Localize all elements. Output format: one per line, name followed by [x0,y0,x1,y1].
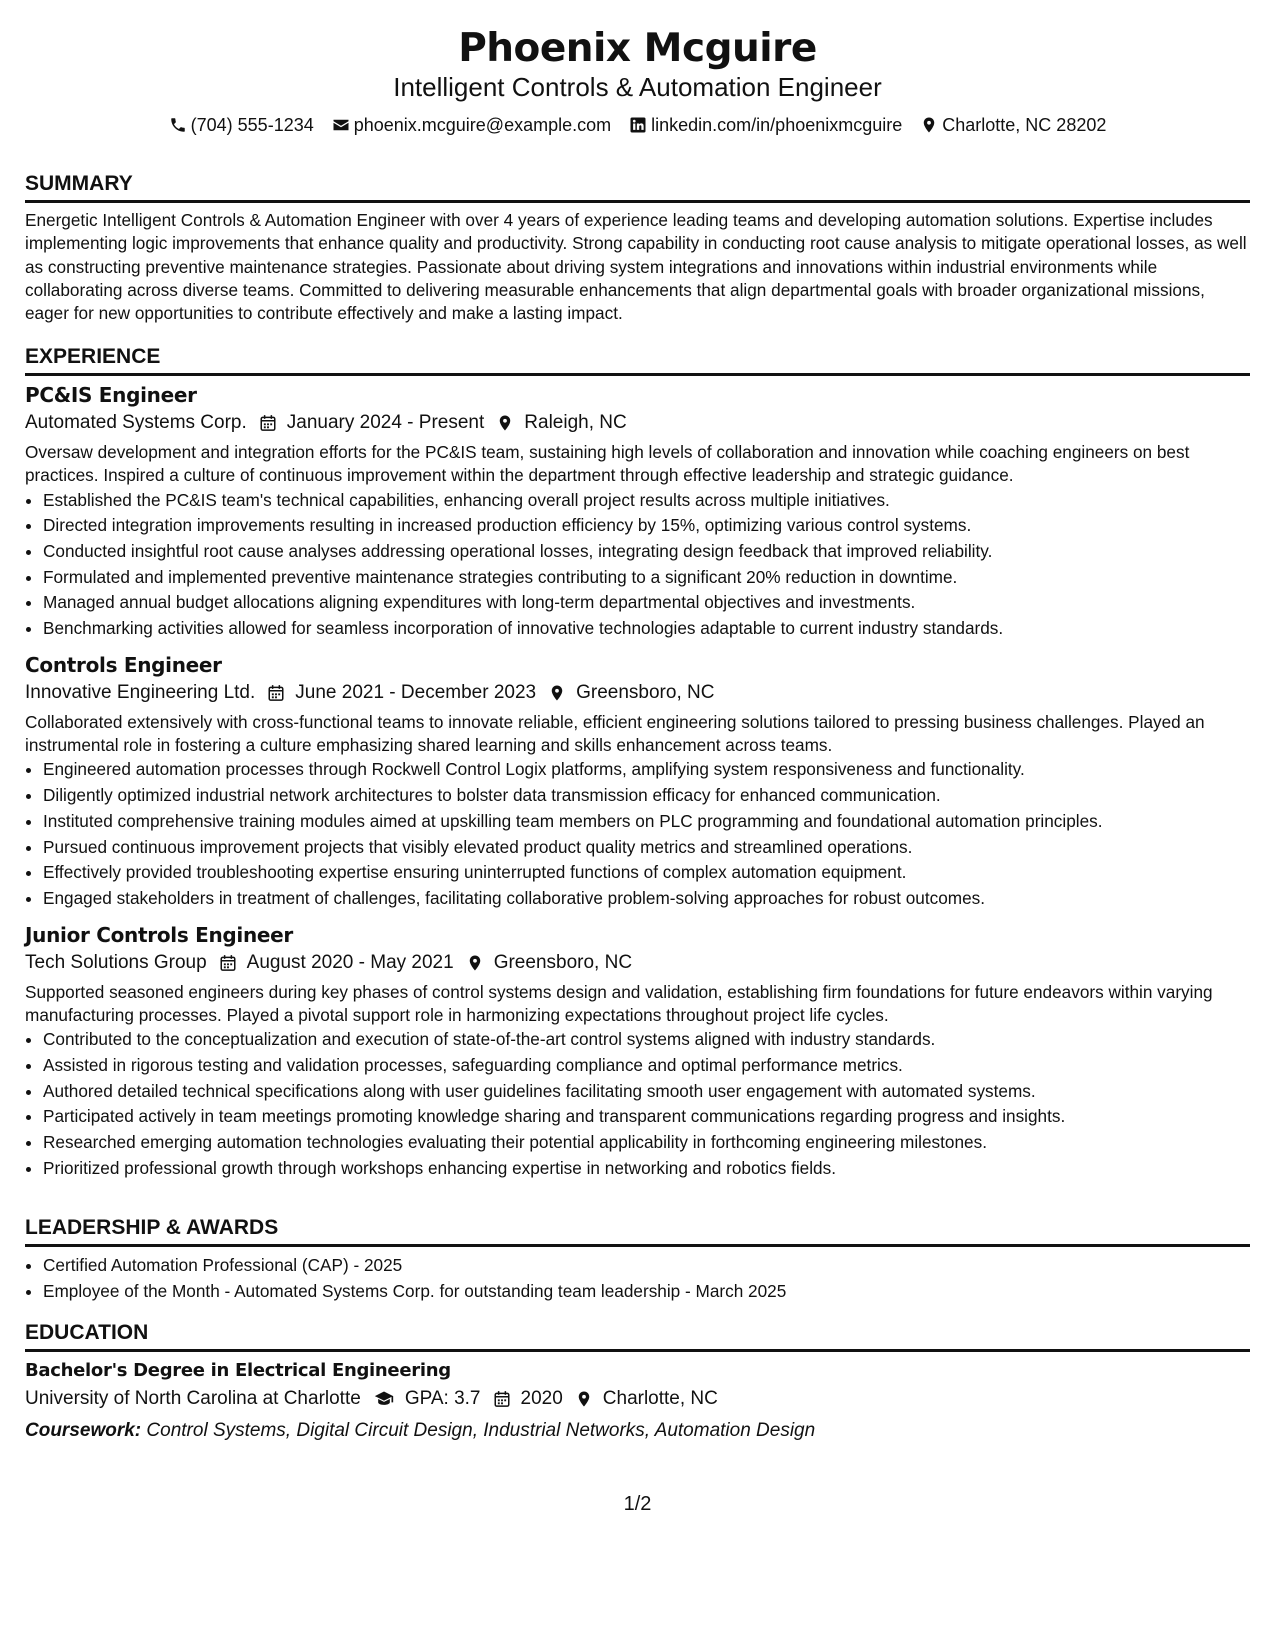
list-item: • Diligently optimized industrial network architectures to bolster data transmission efficacy for enhanced communication. [43,783,1250,809]
company-name: Automated Systems Corp. [25,412,247,433]
list-item: • Engineered automation processes through Rockwell Control Logix platforms, amplifying system responsiveness and functionality. [43,757,1250,783]
company-name: Tech Solutions Group [25,951,207,973]
education-section [25,1321,1250,1445]
job-dates: August 2020 - May 2021 [246,951,454,973]
phone-text: (704) 555-1234 [190,115,314,135]
school-location: Charlotte, NC [602,1388,718,1409]
job-meta [25,678,1250,708]
list-item: • Authored detailed technical specifications along with user guidelines facilitating smooth user engagement with automated systems. [43,1079,1250,1105]
section-heading: SUMMARY [25,172,1250,203]
job-entry [25,652,1250,912]
map-pin-icon [575,1390,593,1408]
map-pin-icon [548,684,566,702]
email-text[interactable]: phoenix.mcguire@example.com [353,115,612,135]
job-location: Raleigh, NC [524,412,627,433]
list-item: • Participated actively in team meetings promoting knowledge sharing and transparent communications regarding progress and insights. [43,1104,1250,1130]
list-item: • Benchmarking activities allowed for seamless incorporation of innovative technologies adaptable to current industry standards. [43,616,1250,642]
resume-header [25,26,1250,136]
map-pin-icon [920,116,938,134]
list-item: • Assisted in rigorous testing and validation processes, safeguarding compliance and optimal performance metrics. [43,1053,1250,1079]
contact-bar [25,114,1250,136]
job-title: Junior Controls Engineer [25,922,293,947]
list-item: • Contributed to the conceptualization and execution of state-of-the-art control systems aligned with industry standards. [43,1027,1250,1053]
section-heading: EDUCATION [25,1321,1250,1352]
calendar-icon [267,684,285,702]
job-title: PC&IS Engineer [25,383,197,407]
linkedin-text[interactable]: linkedin.com/in/phoenixmcguire [651,115,903,135]
list-item: • Conducted insightful root cause analyses addressing operational losses, integrating design feedback that improved reliability. [43,539,1250,565]
graduation-cap-icon [373,1389,395,1409]
coursework-line [25,1417,1250,1445]
job-dates: January 2024 - Present [286,412,485,433]
list-item: • Prioritized professional growth through workshops enhancing expertise in networking and robotics fields. [43,1156,1250,1182]
list-item: • Certified Automation Professional (CAP) - 2025 [43,1253,1250,1279]
list-item: • Employee of the Month - Automated Systems Corp. for outstanding team leadership - March 2025 [43,1279,1250,1305]
job-entry [25,382,1250,642]
resume-page [25,0,1250,1441]
education-meta [25,1384,1250,1414]
page-number: 1/2 [623,1493,652,1515]
gpa-text: GPA: 3.7 [404,1388,481,1409]
list-item: • Engaged stakeholders in treatment of challenges, facilitating collaborative problem-solving approaches for robust outcomes. [43,886,1250,912]
job-description: Oversaw development and integration efforts for the PC&IS team, sustaining high levels of collaboration and innovation while coaching engineers on best practices. Inspired a culture of continuous improvement within the department through effective leadership and strategic guidance. [25,442,1190,486]
job-entry [25,922,1250,1182]
linkedin-icon [629,116,647,134]
experience-section [25,345,1250,1181]
list-item: • Researched emerging automation technologies evaluating their potential applicability in forthcoming engineering milestones. [43,1130,1250,1156]
job-bullets [25,757,1250,911]
list-item: • Established the PC&IS team's technical capabilities, enhancing overall project results across multiple initiatives. [43,488,1250,514]
list-item: • Effectively provided troubleshooting expertise ensuring uninterrupted functions of complex automation equipment. [43,860,1250,886]
envelope-icon [332,116,350,134]
list-item: • Formulated and implemented preventive maintenance strategies contributing to a significant 20% reduction in downtime. [43,565,1250,591]
phone-icon [169,116,187,134]
job-meta [25,948,1250,978]
list-item: • Instituted comprehensive training modules aimed at upskilling team members on PLC programming and foundational automation principles. [43,809,1250,835]
coursework-text: Control Systems, Digital Circuit Design, Industrial Networks, Automation Design [146,1420,816,1441]
list-item: • Pursued continuous improvement projects that visibly elevated product quality metrics and streamlined operations. [43,835,1250,861]
job-dates: June 2021 - December 2023 [295,681,537,703]
job-location: Greensboro, NC [493,951,633,973]
map-pin-icon [466,954,484,972]
contact-email[interactable] [332,114,611,136]
graduation-year: 2020 [520,1388,563,1409]
school-name: University of North Carolina at Charlotte [25,1388,361,1409]
awards-list [25,1253,1250,1304]
job-location: Greensboro, NC [576,681,715,703]
job-meta [25,408,1250,438]
coursework-label: Coursework: [25,1420,142,1441]
job-title: Controls Engineer [25,652,222,677]
job-bullets [25,1027,1250,1181]
location-text: Charlotte, NC 28202 [942,115,1107,135]
calendar-icon [259,414,277,432]
candidate-title: Intelligent Controls & Automation Engineer [393,72,882,102]
list-item: • Directed integration improvements resulting in increased production efficiency by 15%, optimizing various control systems. [43,513,1250,539]
section-heading: EXPERIENCE [25,345,1250,376]
company-name: Innovative Engineering Ltd. [25,681,256,703]
degree-title: Bachelor's Degree in Electrical Engineering [25,1360,451,1381]
map-pin-icon [496,414,514,432]
candidate-name: Phoenix Mcguire [458,26,817,71]
contact-location [920,114,1106,136]
section-heading: LEADERSHIP & AWARDS [25,1216,1250,1247]
contact-phone [169,114,314,136]
contact-linkedin[interactable] [629,114,902,136]
summary-text: Energetic Intelligent Controls & Automation Engineer with over 4 years of experience leading teams and developing automation solutions. Expertise includes implementing logic improvements that enhance quality and productivity. Strong capability in conducting root cause analysis to mitigate operational losses, as well as constructing preventive maintenance strategies. Passionate about driving system integrations and innovations within industrial environments while collaborating across diverse teams. Committed to delivering measurable enhancements that align departmental goals with broader organizational missions, eager for new opportunities to contribute effectively and make a lasting impact. [25,210,1247,324]
summary-section [25,172,1250,325]
job-description: Supported seasoned engineers during key phases of control systems design and validation, establishing firm foundations for future endeavors within varying manufacturing processes. Played a pivotal support role in harmonizing expectations throughout project life cycles. [25,981,1213,1025]
list-item: • Managed annual budget allocations aligning expenditures with long-term departmental objectives and investments. [43,590,1250,616]
job-bullets [25,488,1250,642]
leadership-section [25,1216,1250,1304]
calendar-icon [219,954,237,972]
job-description: Collaborated extensively with cross-functional teams to innovate reliable, efficient engineering solutions tailored to pressing business challenges. Played an instrumental role in fostering a culture emphasizing shared learning and skills enhancement across teams. [25,711,1205,756]
calendar-icon [493,1390,511,1408]
